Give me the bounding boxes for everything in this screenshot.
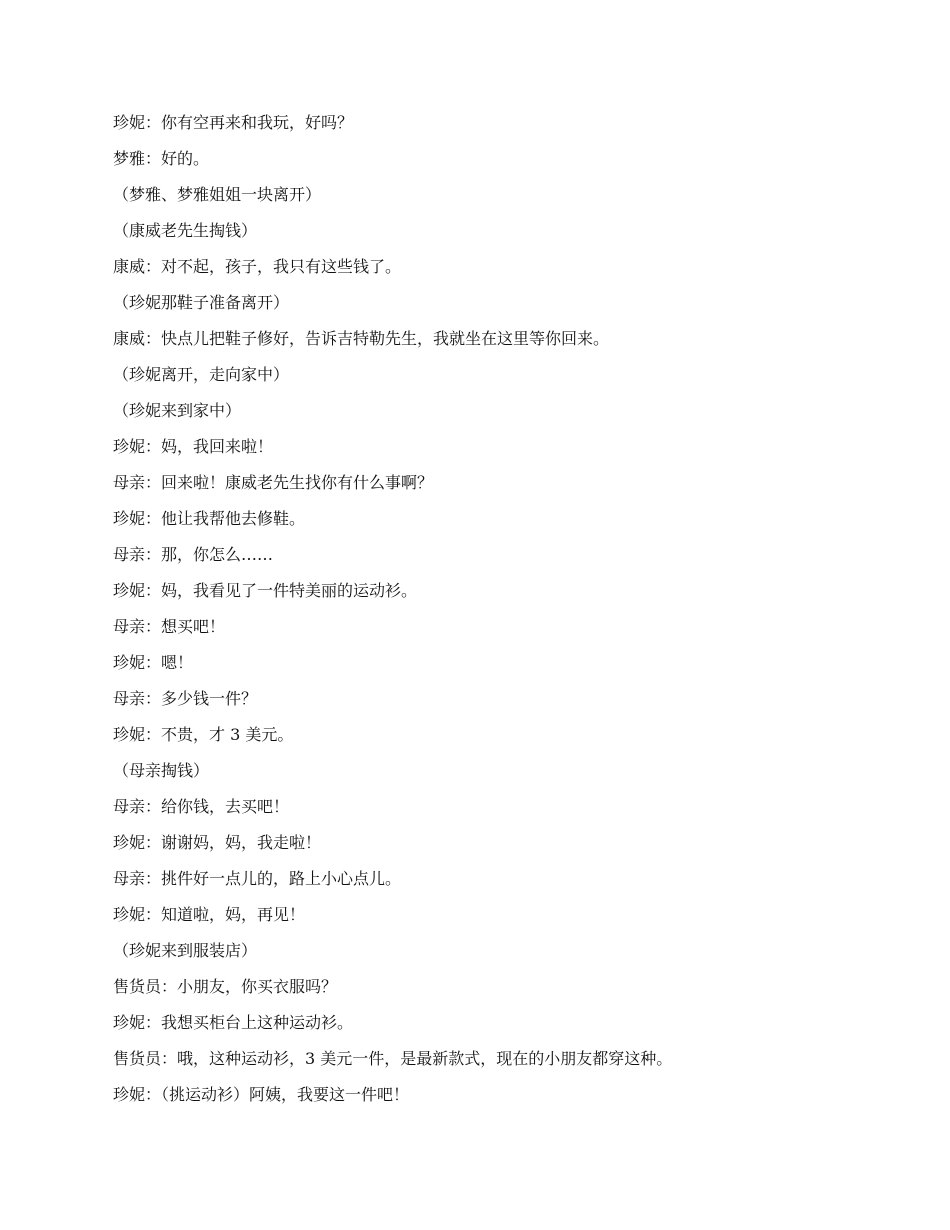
dialogue-line: 母亲：挑件好一点儿的，路上小心点儿。 (113, 869, 402, 888)
dialogue-line: 珍妮：（挑运动衫）阿姨，我要这一件吧！ (113, 1085, 410, 1104)
dialogue-line: 售货员：小朋友，你买衣服吗？ (113, 977, 338, 996)
stage-direction: （珍妮离开，走向家中） (113, 365, 290, 384)
dialogue-line: 珍妮：你有空再来和我玩，好吗？ (113, 113, 354, 132)
dialogue-line: 母亲：给你钱，去买吧！ (113, 797, 290, 816)
stage-direction: （珍妮来到服装店） (113, 941, 258, 960)
dialogue-text (113, 111, 873, 1119)
dialogue-line: 母亲：回来啦！康威老先生找你有什么事啊？ (113, 473, 434, 492)
dialogue-line: 母亲：那，你怎么…… (113, 545, 274, 564)
dialogue-line: 康威：对不起，孩子，我只有这些钱了。 (113, 257, 402, 276)
stage-direction: （珍妮来到家中） (113, 401, 242, 420)
dialogue-line: 梦雅：好的。 (113, 149, 210, 168)
dialogue-line: 珍妮：知道啦，妈，再见！ (113, 905, 306, 924)
stage-direction: （母亲掏钱） (113, 761, 210, 780)
dialogue-line: 珍妮：妈，我回来啦！ (113, 437, 274, 456)
dialogue-line: 珍妮：我想买柜台上这种运动衫。 (113, 1013, 354, 1032)
stage-direction: （康威老先生掏钱） (113, 221, 258, 240)
dialogue-line: 珍妮：谢谢妈，妈，我走啦！ (113, 833, 322, 852)
dialogue-line: 母亲：想买吧！ (113, 617, 226, 636)
dialogue-line: 康威：快点儿把鞋子修好，告诉吉特勒先生，我就坐在这里等你回来。 (113, 329, 610, 348)
stage-direction: （珍妮那鞋子准备离开） (113, 293, 290, 312)
dialogue-line: 珍妮：不贵，才 3 美元。 (113, 725, 294, 744)
dialogue-line: 母亲：多少钱一件？ (113, 689, 258, 708)
stage-direction: （梦雅、梦雅姐姐一块离开） (113, 185, 322, 204)
dialogue-line: 珍妮：嗯！ (113, 653, 194, 672)
dialogue-line: 售货员：哦，这种运动衫，3 美元一件，是最新款式，现在的小朋友都穿这种。 (113, 1049, 673, 1068)
dialogue-line: 珍妮：他让我帮他去修鞋。 (113, 509, 306, 528)
dialogue-line: 珍妮：妈，我看见了一件特美丽的运动衫。 (113, 581, 418, 600)
